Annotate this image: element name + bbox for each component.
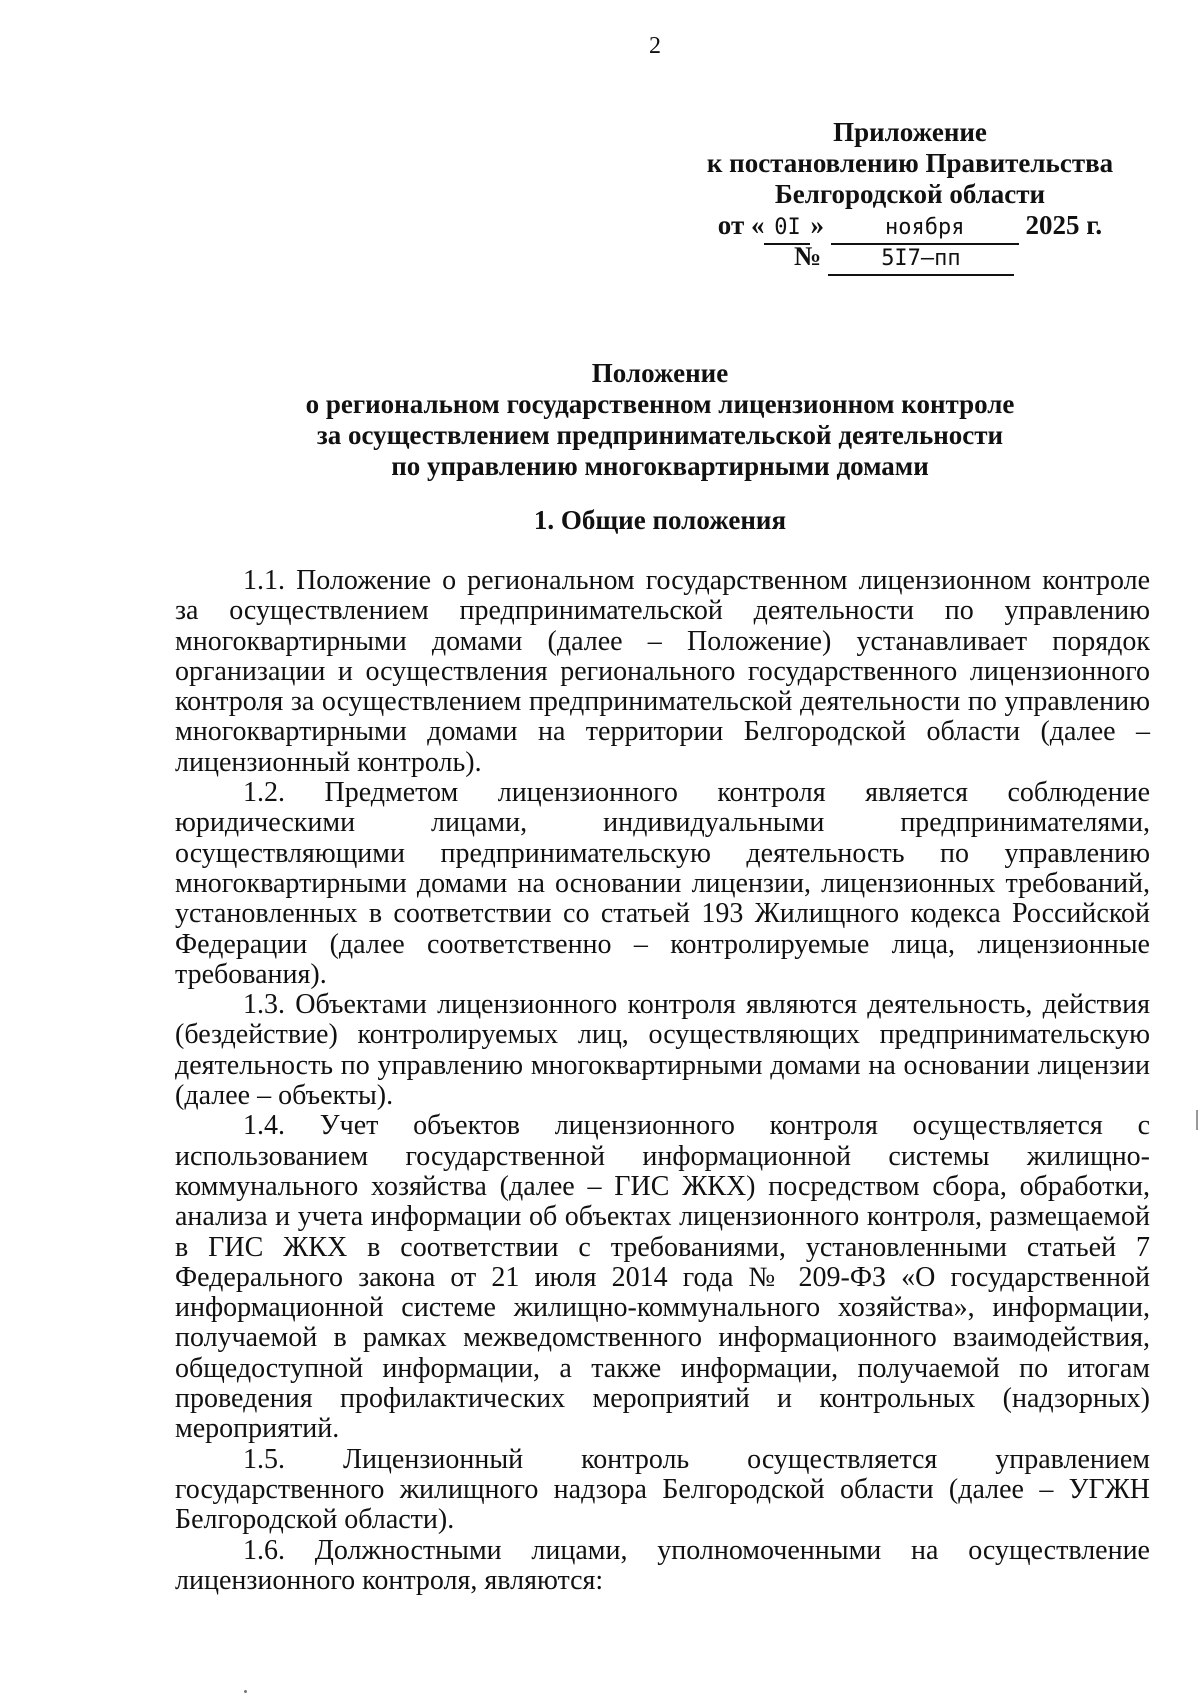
appendix-title: Приложение	[833, 117, 987, 147]
paragraph-1-3: 1.3. Объектами лицензионного контроля являются деятельность, действия (бездействие) контролируемых лиц, осуществляющих предпринимательскую деятельность по управлению многоквартирными домами на основании лицензии (далее – объекты).	[175, 989, 1150, 1112]
paragraph-1-6: 1.6. Должностными лицами, уполномоченными на осуществление лицензионного контроля, являются:	[175, 1534, 1150, 1596]
date-year: 2025 г.	[1025, 210, 1103, 240]
paragraph-1-5: 1.5. Лицензионный контроль осуществляется управлением государственного жилищного надзора Белгородской области (далее – УГЖН Белгородской области).	[175, 1443, 1150, 1536]
document-title-line-2: о региональном государственном лицензионном контроле	[305, 389, 1015, 419]
paragraph-1-2: 1.2. Предметом лицензионного контроля является соблюдение юридическими лицами, индивидуальными предпринимателями, осуществляющими предпринимательскую деятельность по управлению многоквартирными домами на основании лицензии, лицензионных требований, установленных в соответствии со статьей 193 Жилищного кодекса Российской Федерации (далее соответственно – контролируемые лица, лицензионные требования).	[175, 777, 1150, 990]
document-title-line-1: Положение	[591, 358, 729, 388]
document-title	[180, 358, 1140, 482]
number-label: №	[794, 241, 822, 271]
date-quote-close: »	[810, 210, 824, 240]
appendix-region: Белгородской области	[774, 179, 1046, 209]
appendix-date-line	[690, 210, 1130, 241]
document-title-line-4: по управлению многоквартирными домами	[391, 451, 929, 481]
document-title-line-3: за осуществлением предпринимательской деятельности	[316, 420, 1004, 450]
paragraph-1-1: 1.1. Положение о региональном государственном лицензионном контроле за осуществлением предпринимательской деятельности по управлению многоквартирными домами (далее – Положение) устанавливает порядок организации и осуществления регионального государственного лицензионного контроля за осуществлением предпринимательской деятельности по управлению многоквартирными домами на территории Белгородской области (далее – лицензионный контроль).	[175, 565, 1150, 778]
section-title: 1. Общие положения	[533, 505, 787, 535]
document-body	[175, 566, 1150, 1596]
scan-edge-artifact	[1196, 1110, 1198, 1130]
date-day: 0I	[764, 212, 810, 245]
date-prefix: от «	[717, 210, 765, 240]
appendix-number-line	[690, 241, 1130, 276]
appendix-header	[690, 117, 1130, 276]
paragraph-1-4: 1.4. Учет объектов лицензионного контроля осуществляется с использованием государственной информационной системы жилищно-коммунального хозяйства (далее – ГИС ЖКХ) посредством сбора, обработки, анализа и учета информации об объектах лицензионного контроля, размещаемой в ГИС ЖКХ в соответствии с требованиями, установленными статьей 7 Федерального закона от 21 июля 2014 года № 209-ФЗ «О государственной информационной системе жилищно-коммунального хозяйства», информации, получаемой в рамках межведомственного информационного взаимодействия, общедоступной информации, а также информации, получаемой по итогам проведения профилактических мероприятий и контрольных (надзорных) мероприятий.	[175, 1110, 1150, 1445]
number-value: 5I7–пп	[828, 243, 1014, 276]
appendix-resolution-ref: к постановлению Правительства	[706, 148, 1114, 178]
page-number: 2	[649, 33, 661, 59]
scan-artifact	[244, 1690, 247, 1693]
date-month: ноября	[831, 212, 1019, 245]
